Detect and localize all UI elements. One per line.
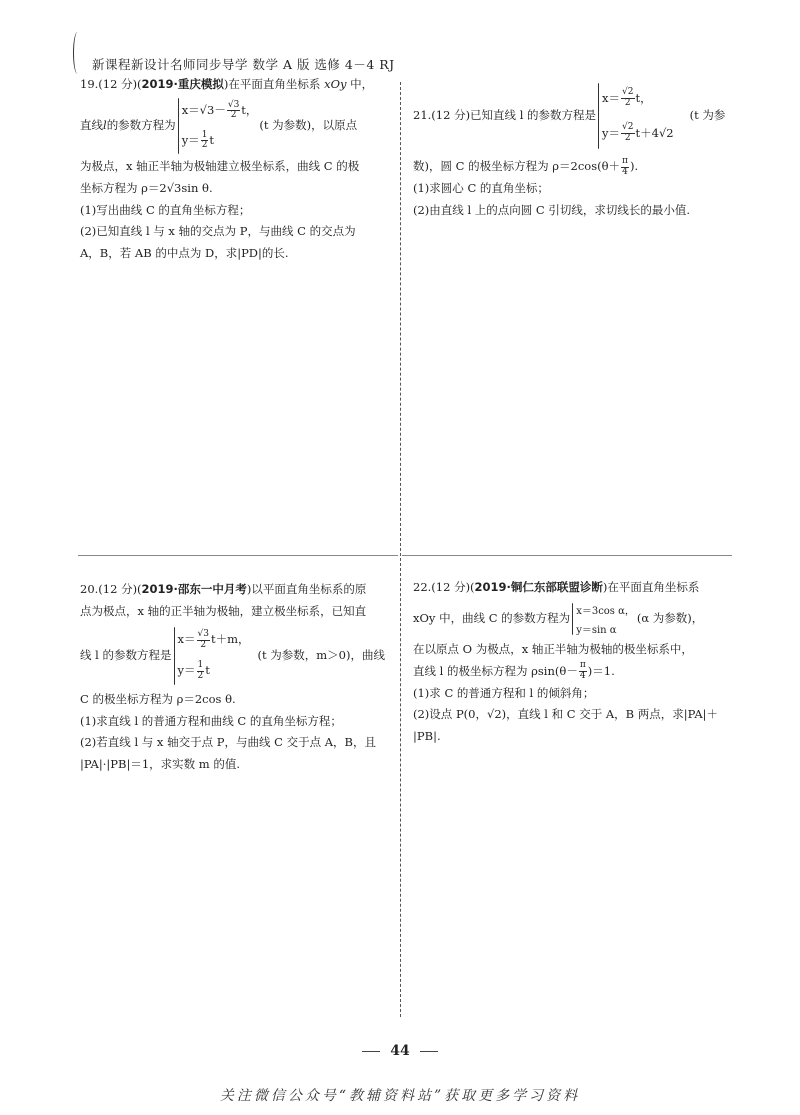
question-20: 20.(12 分)(2019·邵东一中月考)以平面直角坐标系的原 点为极点，x 轴的正半轴为极轴，建立极坐标系，已知直 线 l 的参数方程是 x＝ $\frac{√3}{2}$ t＋m， y＝ $\frac{1}{2}$ t (t 为参数，m＞0)，曲线 C 的极坐标方程为 ρ＝2cos θ. (1)求直线 l 的普通方程和曲线 C 的直角坐标方程； (2)若直线 l 与 x 轴交于点 P，与曲线 C 交于点 A，B，且 |PA|·|PB|＝1，求实数 m 的值. [80,582,385,772]
question-source: 2019·邵东一中月考 [141,582,247,596]
parametric-system: x＝3cos α， y＝sin α [572,602,635,636]
question-source: 2019·铜仁东部联盟诊断 [474,580,603,594]
footer-note: 关注微信公众号“教辅资料站”获取更多学习资料 [219,1088,581,1104]
parametric-system: x＝√3－ $\frac{√3}{2}$ t， y＝ $\frac{1}{2}$ t [178,96,258,156]
header-title: 新课程新设计名师同步导学 数学 A 版 选修 4－4 RJ [92,57,395,72]
row-divider-right [402,555,732,556]
question-21: 21.(12 分)已知直线 l 的参数方程是 x＝ $\frac{√2}{2}$ t， y＝ $\frac{√2}{2}$ t＋4√2 (t 为参 数)，圆 C 的极坐标方程为 ρ＝2cos(θ＋ $\frac{\pi}{4}$ ). (1)求圆心 C 的直角坐标； (2)由直线 l 上的点向圆 C 引切线，求切线长的最小值. [413,80,733,222]
parametric-system: x＝ $\frac{√2}{2}$ t， y＝ $\frac{√2}{2}$ t＋4√2 [598,81,674,151]
parametric-system: x＝ $\frac{√3}{2}$ t＋m， y＝ $\frac{1}{2}$ t [174,625,250,687]
row-divider-left [78,555,398,556]
page-number: 44 [0,1043,800,1059]
question-source: 2019·重庆模拟 [141,77,224,91]
column-divider [400,82,401,1017]
question-19: 19.(12 分)(2019·重庆模拟)在平面直角坐标系 xOy 中， 直线 l 的参数方程为 x＝√3－ $\frac{√3}{2}$ t， y＝ $\frac{1}{2}$ t (t 为参数)，以原点 为极点，x 轴正半轴为极轴建立极坐标系，曲线 C 的极 坐标方程为 ρ＝2√3sin θ. (1)写出曲线 C 的直角坐标方程； (2)已知直线 l 与 x 轴的交点为 P，与曲线 C 的交点为 A，B，若 AB 的中点为 D，求|PD|的长. [80,77,374,261]
question-22: 22.(12 分)(2019·铜仁东部联盟诊断)在平面直角坐标系 xOy 中，曲线 C 的参数方程为 x＝3cos α， y＝sin α (α 为参数)， 在以原点 O 为极点，x 轴正半轴为极轴的极坐标系中， 直线 l 的极坐标方程为 ρsin(θ－ $\frac{\pi}{4}$ )＝1. (1)求 C 的普通方程和 l 的倾斜角； (2)设点 P(0，√2)，直线 l 和 C 交于 A，B 两点，求|PA|＋ |PB|. [413,580,719,744]
header-bracket [73,32,82,74]
